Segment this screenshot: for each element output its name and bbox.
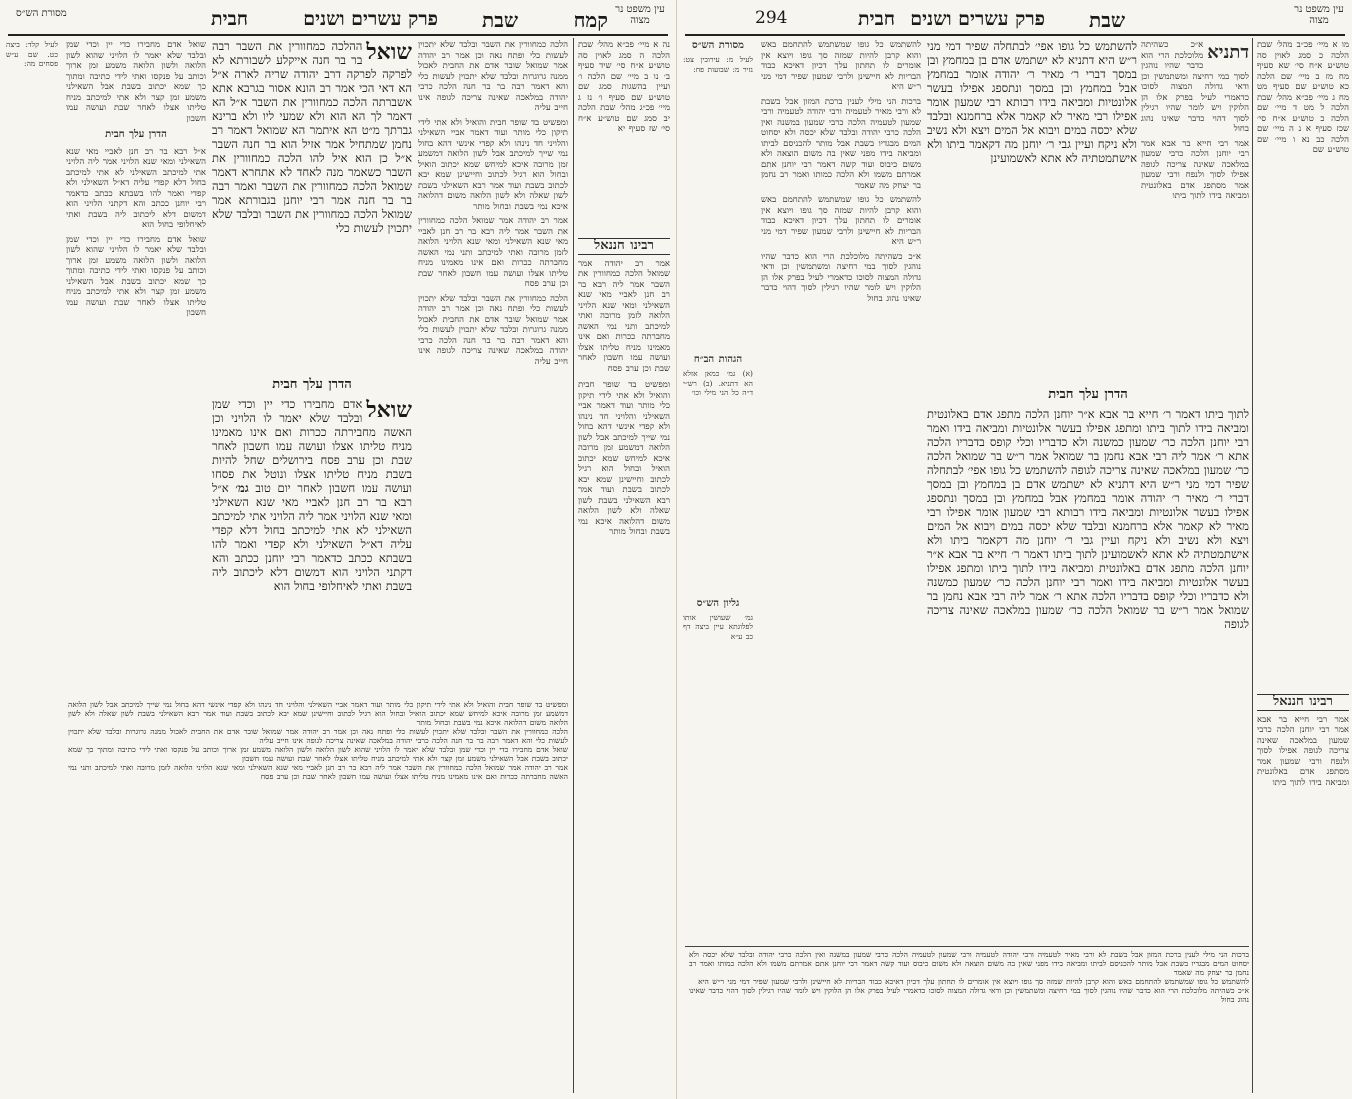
gilyon-title: גליון הש״ס [696,597,740,609]
rashi-hadran: הדרן עלך חבית [105,129,167,140]
ein-mishpat-column: מו א מיי׳ פכ״ב מהל׳ שבת הלכה כ סמג לאוין סה טוש״ע א״ח סי׳ שא סעיף מח מז ב מיי׳ שם הלכה כא טוש״ע שם סעיף מט מח ג מיי׳ פכ״א מהל׳ שבת הלכה ל מט ד מיי׳ שם הלכה כ טוש״ע א״ח סי׳ שכז סעיף א נ ה מיי׳ שם הלכה כב נא ו מיי׳ שם טוש״ע שם [1257,40,1349,155]
rashi-text-cont: א״ל רבא בר רב חנן לאביי מאי שנא השאילני ומאי שנא הלויני אמר ליה הלויני אתי למיכתב השאילני לא אתי למיכתב בחול דלא קפדי עליה דא״ל השאילני ולא קפדי ואמר להו בשבתא ככתב כדאמר רבי יוחנן ככתב והא דקתני הלויני הוא דמשום דלא ליכתוב ליה בשבת ואתי לאיחלופי בחול הוא [66,146,206,230]
gemara-paragraph-3: לתוך ביתו דאמר ר׳ חייא בר אבא א״ר יוחנן הלכה מתפג אדם באלונטית ומביאה בידו לתוך ביתו ומתפג אפילו בעשר אלונטיות ומביאה בידו ואמר רבי יוחנן הלכה כר׳ שמעון כמשנה ולא כדבריו וכלי קופס בדבריו הלכה אתא ר׳ אמר ליה רבי אבא נחמן בר שמואל אמר ר״ש בר שמואל הלכה כר׳ שמעון במלאכה שאינה צריכה לגופה [927,549,1249,631]
chapter-name: חבית [211,8,248,30]
rabbenu-chananel-text: אמר רבי חייא בר אבא אמר רבי יוחנן הלכה כרבי שמעון במלאכה שאינה צריכה לגופה אפילו לסוך ולנפח ורבי שמעון אמר מסתפג אדם באלונטית ומביאה בידו לתוך ביתו [1257,714,1349,788]
tosafot-text-cont: אמר רבי חייא בר אבא אמר רבי יוחנן הלכה כרבי שמעון במלאכה שאינה צריכה לגופה אפילו לסוך ולנפח ורבי שמעון אמר מסתפג אדם באלונטית ומביאה בידו לתוך ביתו [1141,138,1249,201]
masoret-corner-label: מסורת הש״ס [16,8,67,19]
page-header [685,4,1345,36]
rashi-column [66,40,206,690]
rashi-text: להשתמש כל גופו שמשתמש להתחמם באש והוא קרבן להיות שמזה סך גופו ויוצא אין אומרים לו תחתון עלך דכיון דאיכא כבוד הבריות לא חיישינן ולרבי שמעון שפיר דמי מני ר״ש היא [761,40,921,92]
bottom-footnotes [689,950,1249,1095]
rabbenu-chananel-text: אמר רב יהודה אמר שמואל הלכה כמחוורין את השבר אמר ליה רבא בר רב חנן לאביי מאי שנא השאילני ומאי שנא הלויני הלואה לזמן מרובה ואתי למיכתב ותני נמי האשה מחברתה ככרות ואם אינו מאמינו מניח טליתו אצלו ועושה עמו חשבון לאחר שבת וכן ערב פסח [578,258,670,374]
gemara-paragraph: להשתמש כל גופו אפי׳ לבתחלה שפיר דמי מני ר״ש היא דתניא לא ישתמש אדם בן במחמץ ובן במסך דברי ר׳ מאיר ר׳ יהודה אומר במחמץ אבל במחמץ ובן במסך ונתספג אפילו בעשר אלונטיות ומביאה בידו רבותא רבי שמעון אומר אפילו רבי מאיר לא קאמר אלא ברחמנא ובלבד שלא יכסה במים ויבוא אל המים ויצא ולא נשיב ולא ניקח ועיין גבי ר׳ יוחנן מה דקאמר ביתו ולא אישתמטתיה לא אתא לאשמועינן [927,41,1137,165]
tosafot-text-cont: ומפשיט בד שופר חבית והואיל ולא אתי לידי תיקון כלי מותר ועוד דאמר אביי השאילני והלויני חד נינהו ולא קפדי אינשי דהא בחול נמי שייך למיכתב אבל לשון הלואה דמשמע זמן מרובה איכא למיחש שמא יכתוב הואיל ובחול הוא רגיל לכתוב וחיישינן שמא יבא לכתוב בשבת ועוד אמר רבא השאילני בשבת לשון שאלה ולא לשון הלואה משום דהלואה איכא נמי בשבת ובחול מותר [418,117,568,212]
bottom-commentary-text-3: שואל אדם מחבירו כדי יין וכדי שמן ובלבד שלא יאמר לו הלויני שהוא לשון הלואה ולשון הלואה משמע זמן ארוך וכותב על פנקסו ואתי לידי כתיבה ומתוך כך שמא יכתוב בשבת אבל השאילני משמע זמן קצר ולא אתי למיכתב מניח טליתו אצלו לאחר שבת ועושה עמו חשבון [68,745,568,763]
gemara-hadran-block [927,382,1249,942]
rashi-text: שואל אדם מחבירו כדי יין וכדי שמן ובלבד שלא יאמר לו הלויני שהוא לשון הלואה ולשון הלואה משמע זמן ארוך וכותב על פנקסו ואתי לידי כתיבה ומתוך כך שמא יכתוב בשבת אבל השאילני משמע זמן קצר ולא אתי למיכתב מניח טליתו אצלו לאחר שבת ועושה עמו חשבון [66,40,206,124]
mishnah-paragraph: אדם מחבירו כדי יין וכדי שמן ובלבד שלא יאמר לו הלויני וכן האשה מחבירתה ככרות ואם אינו מאמינו מניח טליתו אצלו ועושה עמו חשבון לאחר שבת וכן ערב פסח בירושלים שחל להיות בשבת מניח טליתו אצלו ונוטל את פסחו ועושה עמו חשבון לאחר יום טוב [212,399,412,495]
gemara-paragraph-2: להשתמש כל גופו אפי׳ לבתחלה שפיר דמי מני ר״ש היא דתניא לא ישתמש אדם בן במחמץ ובן במסך דברי ר׳ מאיר ר׳ יהודה אומר במחמץ אבל במחמץ ובן במסך ונתספג אפילו בעשר אלונטיות ומביאה בידו רבותא רבי שמעון אומר אפילו רבי מאיר לא קאמר אלא ברחמנא ובלבד שלא יכסה במים ויבוא אל המים ויצא ולא נשיב ולא ניקח ועיין גבי ר׳ יוחנן מה דקאמר ביתו ולא אישתמטתיה לא אתא לאשמועינן [927,465,1249,561]
rabbenu-chananel-title: רבינו חננאל [1257,694,1349,711]
opening-word: שואל [366,40,412,64]
gemara-main-text [212,40,412,370]
footnote-text: ברכות הני מילי לענין ברכת המזון אבל בשבת לא ורבי מאיר לטעמיה ורבי יהודה לטעמיה ורבי שמעון לטעמיה הלכה כרבי שמעון במשנה ואין הלכה כרבי יהודה ובלבד שלא יכסה ולא יסחוט המים מבגדיו בשבת אבל מותר להכניסם לביתו ומביאה בידו מפני שאין בה משום הוצאה ולא משום כיבוס ועוד קשה דאמר רבי יוחנן אתם אמרתם משמו ולא הלכה כמותו ואמר רב נחמן בר יצחק מה שאמר [689,950,1249,977]
folio-number: 294 [755,8,788,28]
tosafot-text: א״כ כשהיתה מלוכלכת הרי הוא כדבר שהיו נוהגין לסוך במי רחיצה ומשתמשין וכן ודאי גדולה המצוה לסוכו כדאמרי לעיל בפרק אלו הן הלוקין ויש לומר שהיו רגילין לסוך דהוי כדבר שאינו נהוג בחול [1141,40,1249,134]
gemara-main-text [927,40,1137,380]
rashi-text-cont3: א״כ כשהיתה מלוכלכת הרי הוא כדבר שהיו נוהגין לסוך במי רחיצה ומשתמשין וכן ודאי גדולה המצוה לסוכו כדאמרי לעיל בפרק אלו הן הלוקין ויש לומר שהיו רגילין לסוך דהוי כדבר שאינו נהוג בחול [761,251,921,304]
rashi-text-cont: ברכות הני מילי לענין ברכת המזון אבל בשבת לא ורבי מאיר לטעמיה ורבי יהודה לטעמיה ורבי שמעון לטעמיה הלכה כרבי שמעון במשנה ואין הלכה כרבי יהודה ובלבד שלא יכסה ולא יסחוט המים מבגדיו בשבת אבל מותר להכניסם לביתו ומביאה בידו מפני שאין בה משום הוצאה ולא משום כיבוס ועוד קשה דאמר רבי יוחנן אתם אמרתם משמו ולא הלכה כמותו ואמר רב נחמן בר יצחק מה שאמר [761,96,921,191]
footnote-divider [685,946,1249,947]
mishnah-opening-word: שואל [366,397,412,422]
hagahot-title: הגהות הב״ח [693,354,743,365]
folio-number: קמח [573,8,608,32]
rabbenu-chananel-text-cont: ומפשיט בד שופר חבית והואיל ולא אתי לידי תיקון כלי מותר ועוד דאמר אביי השאילני והלויני חד נינהו ולא קפדי אינשי דהא בחול נמי שייך למיכתב אבל לשון הלואה דמשמע זמן מרובה איכא למיחש שמא יכתוב הואיל ובחול הוא רגיל לכתוב וחיישינן שמא יבא לכתוב בשבת ועוד אמר רבא השאילני בשבת לשון שאלה ולא לשון הלואה משום דהלואה איכא נמי בשבת ובחול מותר [578,380,670,537]
rashi-column [761,40,921,940]
tosafot-text-cont2: אמר רב יהודה אמר שמואל הלכה כמחוורין את השבר אמר ליה רבא בר רב חנן לאביי מאי שנא השאילני ומאי שנא הלויני הלואה לזמן מרובה ואתי למיכתב ותני נמי האשה מחברתה ככרות ואם אינו מאמינו מניח טליתו אצלו ועושה עמו חשבון לאחר שבת וכן ערב פסח [418,216,568,289]
rashi-text-cont2: להשתמש כל גופו שמשתמש להתחמם באש והוא קרבן להיות שמזה סך גופו ויוצא אין אומרים לו תחתון עלך דכיון דאיכא כבוד הבריות לא חיישינן ולרבי שמעון שפיר דמי מני ר״ש היא [761,195,921,247]
gilyon-text: גמ׳ שעושין אותו לפלוגתא עיין ביצה דף כב ע״א [683,612,753,641]
chapter-title: פרק עשרים ושנים [910,8,1045,30]
gemara-hadran-block [212,372,412,692]
tosafot-opening-word: דתניא [1207,42,1249,62]
tosafot-text-cont3: הלכה כמחוורין את השבר ובלבד שלא יתכוין לעשות כלי ופתח נאה וכן אמר רב יהודה אמר שמואל שובר אדם את החבית לאכול ממנה גרוגרות ובלבד שלא יתכוין לעשות כלי והא דאמר רבה בר בר חנה הלכה כרבי יהודה במלאכה שאינה צריכה לגופה אינו חייב עליה [418,293,568,367]
page-header [8,4,668,36]
footnote-text-2: להשתמש כל גופו שמשתמש להתחמם באש והוא קרבן להיות שמזה סך גופו ויוצא אין אומרים לו תחתון עלך דכיון דאיכא כבוד הבריות לא חיישינן ולרבי שמעון שפיר דמי מני ר״ש היא [698,977,1249,986]
tractate-name: שבת [1089,8,1125,32]
chapter-name: חבית [858,8,895,30]
tractate-name: שבת [482,8,518,32]
tosafot-text: הלכה כמחוורין את השבר ובלבד שלא יתכוין לעשות כלי ופתח נאה וכן אמר רב יהודה אמר שמואל שובר אדם את החבית לאכול ממנה גרוגרות ובלבד שלא יתכוין לעשות כלי והא דאמר רבה בר בר חנה הלכה כרבי יהודה במלאכה שאינה צריכה לגופה אינו חייב עליה [418,40,568,113]
rabbenu-chananel-column [578,234,670,1094]
ein-mishpat-column: נה א מיי׳ פכ״א מהל׳ שבת הלכה ה סמג לאוין סה טוש״ע א״ח סי׳ שיד סעיף ב׳ נו ב מיי׳ שם הלכה ו׳ ועיין בהשגות סמג שם טוש״ע שם סעיף ו׳ נז ג מיי׳ פכ״ג מהל׳ שבת הלכה יב סמג שם טוש״ע א״ח סי׳ שז סעיף יא [578,40,670,134]
mishnah-paragraph: לתוך ביתו דאמר ר׳ חייא בר אבא א״ר יוחנן הלכה מתפג אדם באלונטית ומביאה בידו לתוך ביתו ומתפג אפילו בעשר אלונטיות ומביאה בידו ואמר רבי יוחנן הלכה כר׳ שמעון כמשנה ולא כדבריו וכלי קופס בדבריו הלכה אתא ר׳ אמר ליה רבי אבא נחמן בר שמואל אמר ר״ש בר שמואל הלכה כר׳ שמעון במלאכה שאינה צריכה לגופה [927,409,1249,477]
bottom-commentary-text-2: הלכה כמחוורין את השבר ובלבד שלא יתכוין לעשות כלי ופתח נאה וכן אמר רב יהודה אמר שמואל שובר אדם את החבית לאכול ממנה גרוגרות ובלבד שלא יתכוין לעשות כלי והא דאמר רבה בר בר חנה הלכה כרבי יהודה במלאכה שאינה צריכה לגופה אינו חייב עליה [68,727,568,745]
hadran-heading: הדרן עלך חבית [1048,387,1128,402]
hadran-heading: הדרן עלך חבית [272,377,352,392]
rabbenu-chananel-title: רבינו חננאל [578,238,670,255]
gemara-label: גמ׳ [235,483,249,495]
masoret-hashas-column [6,40,58,680]
masoret-notes: לעיל קלד: ביצה כט. שם ע״ש פסחים מה: [6,40,58,68]
ein-mishpat-corner-label: עין משפט נר מצוה [1294,4,1344,26]
masoret-title: מסורת הש״ס [692,40,744,51]
gemara-paragraph: ההלכה כמחוורין את השבר רבה בר בר חנה אייקלע לשבורתא לא לפרקה לפרקה דרב יהודה שריה לארה א״ל הא דאי הכי אמר רב הונא אסור בגרבא אתא אשברתה הלכה כמחוורין את השבר א״ל הא דאמר לך הא הוא ולא שמעי ליו ולא ברינא גברתך מ״ט הא איתמר הא שמואל דאמר רב נחמן שמתחיל אמר אזיל הוא בר חנה השבר א״ל כן הוא איל להו הלכה כמחוורין את השבר כשאמר מנה לאחד לא אתחרא דאמר שמואל הלכה כמחוורין את השבר ואמר רבה בר בר חנה אמר רבי יוחנן בגבורתא אמר שמואל הלכה כמחוורין את השבר ובלבד שלא יתכוין לעשות כלי [212,41,412,235]
gemara-paragraph-2: א״ל רבא בר רב חנן לאביי מאי שנא השאילני ומאי שנא הלויני אמר ליה הלויני אתי למיכתב השאילני לא אתי למיכתב בחול דלא קפדי עליה דא״ל השאילני ולא קפדי ואמר להו בשבתא ככתב כדאמר רבי יוחנן ככתב והא דקתני הלויני הוא דמשום דלא ליכתוב ליה בשבת ואתי לאיחלופי בחול הוא [212,483,412,593]
ein-mishpat-corner-label: עין משפט נר מצוה [615,4,665,26]
rashi-text-cont2: שואל אדם מחבירו כדי יין וכדי שמן ובלבד שלא יאמר לו הלויני שהוא לשון הלואה ולשון הלואה משמע זמן ארוך וכותב על פנקסו ואתי לידי כתיבה ומתוך כך שמא יכתוב בשבת אבל השאילני משמע זמן קצר ולא אתי למיכתב מניח טליתו אצלו לאחר שבת ועושה עמו חשבון [66,234,206,318]
chapter-title: פרק עשרים ושנים [303,8,438,30]
bottom-commentary [68,700,568,1095]
right-page [676,0,1352,1099]
tosafot-column [418,40,568,780]
bottom-commentary-text-4: אמר רב יהודה אמר שמואל הלכה כמחוורין את השבר אמר ליה רבא בר רב חנן לאביי מאי שנא השאילני ומאי שנא הלויני הלואה לזמן מרובה ואתי למיכתב ותני נמי האשה מחברתה ככרות ואם אינו מאמינו מניח טליתו אצלו ועושה עמו חשבון לאחר שבת וכן ערב פסח [68,763,568,781]
column-divider [1252,38,1253,1093]
masoret-notes: לעיל מ: עירובין צט: נזיר מ: שבועות פח: [683,55,753,74]
hagahot-text: (א) גמ׳ כמאן אזלא הא דתניא. (ב) רש״י ד״ה כל הני מילי וכו׳ [683,369,753,397]
column-divider [573,38,574,1093]
footnote-text-3: א״כ כשהיתה מלוכלכת הרי הוא כדבר שהיו נוהגין לסוך במי רחיצה ומשתמשין וכן ודאי גדולה המצוה לסוכו כדאמרי לעיל בפרק אלו הן הלוקין ויש לומר שהיו רגילין לסוך דהוי כדבר שאינו נהוג בחול [689,986,1249,1004]
rabbenu-chananel-column [1257,690,1349,1090]
masoret-hashas-column [683,40,753,940]
bottom-commentary-text: ומפשיט בד שופר חבית והואיל ולא אתי לידי תיקון כלי מותר ועוד דאמר אביי השאילני והלויני חד נינהו ולא קפדי אינשי דהא בחול נמי שייך למיכתב אבל לשון הלואה דמשמע זמן מרובה איכא למיחש שמא יכתוב הואיל ובחול הוא רגיל לכתוב וחיישינן שמא יבא לכתוב בשבת ועוד אמר רבא השאילני בשבת לשון שאלה ולא לשון הלואה משום דהלואה איכא נמי בשבת ובחול מותר [68,700,568,727]
